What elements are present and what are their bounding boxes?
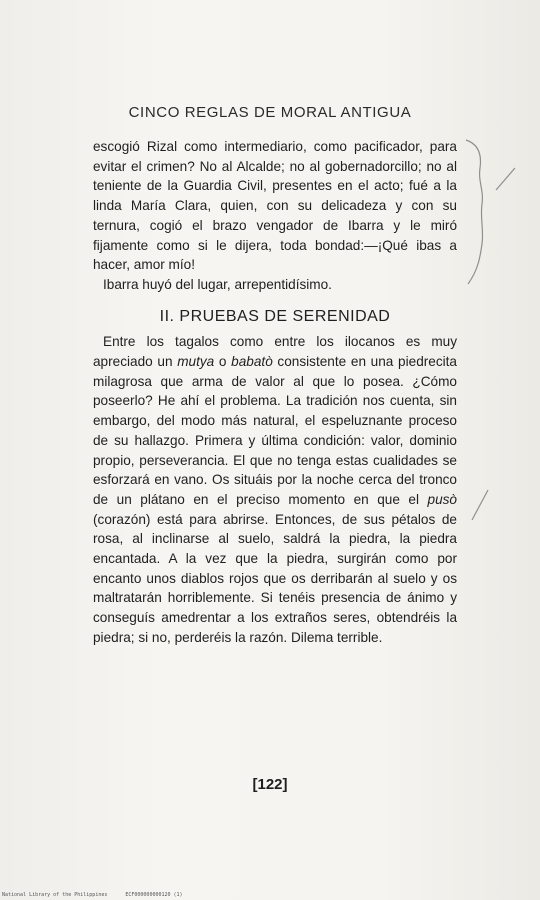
text-run: Entre los tagalos como entre los ilocanos es muy apreciado un xyxy=(93,334,457,370)
paragraph-ibarra: Ibarra huyó del lugar, arrepentidísimo. xyxy=(103,276,332,292)
text-run: o xyxy=(214,354,232,370)
text-run: (corazón) está para abrirse. Entonces, de sus pétalos de rosa, al inclinarse al suelo, saldrá la piedra, la piedra encantada. A la vez que la piedra, surgirán como por encanto unos diablos rojos que os derribarán al suelo y os maltratarán horriblemente. Si tenéis presencia de ánimo y conseguís amedrentar a los extraños seres, obtendréis la piedra; si no, perderéis la razón. Dilema terrible. xyxy=(93,511,457,645)
italic-term-puso: pusò xyxy=(427,491,457,507)
paragraph-continuation: escogió Rizal como intermediario, como pacificador, para evitar el crimen? No al Alcalde; no al gobernadorcillo; no al teniente de la Guardia Civil, presentes en el acto; fué a la linda María Clara, quien, con su delicadeza y con su ternura, cogió el brazo vengador de Ibarra y le miró fijamente como si le dijera, toda bondad:—¡Qué ibas a hacer, amor mío! xyxy=(93,139,457,273)
page-number: [122] xyxy=(252,776,288,793)
scan-stamp-code: ECF000000000120 (1) xyxy=(125,892,183,898)
text-run: consistente en una piedrecita milagrosa que arma de valor al que lo posea. ¿Cómo poseerlo? He ahí el problema. La tradición nos cuenta, sin embargo, del modo más natural, el espeluznante proceso de su hallazgo. Primera y última condición: valor, dominio propio, perseverancia. El que no tenga estas cualidades se esforzará en vano. Os situáis por la noche cerca del tronco de un plátano en el preciso momento en que el xyxy=(93,354,457,507)
margin-bracket-mark xyxy=(462,138,492,288)
running-header: CINCO REGLAS DE MORAL ANTIGUA xyxy=(128,104,412,121)
italic-term-babato: babatò xyxy=(231,354,273,370)
paragraph-mutya xyxy=(93,332,457,647)
margin-check-mark-upper xyxy=(494,166,518,192)
margin-check-mark-lower xyxy=(470,488,490,522)
page-body xyxy=(93,137,457,648)
italic-term-mutya: mutya xyxy=(177,354,215,370)
section-heading: II. PRUEBAS DE SERENIDAD xyxy=(159,307,391,325)
scan-stamp xyxy=(2,892,201,898)
scan-stamp-library: National Library of the Philippines xyxy=(2,892,108,898)
